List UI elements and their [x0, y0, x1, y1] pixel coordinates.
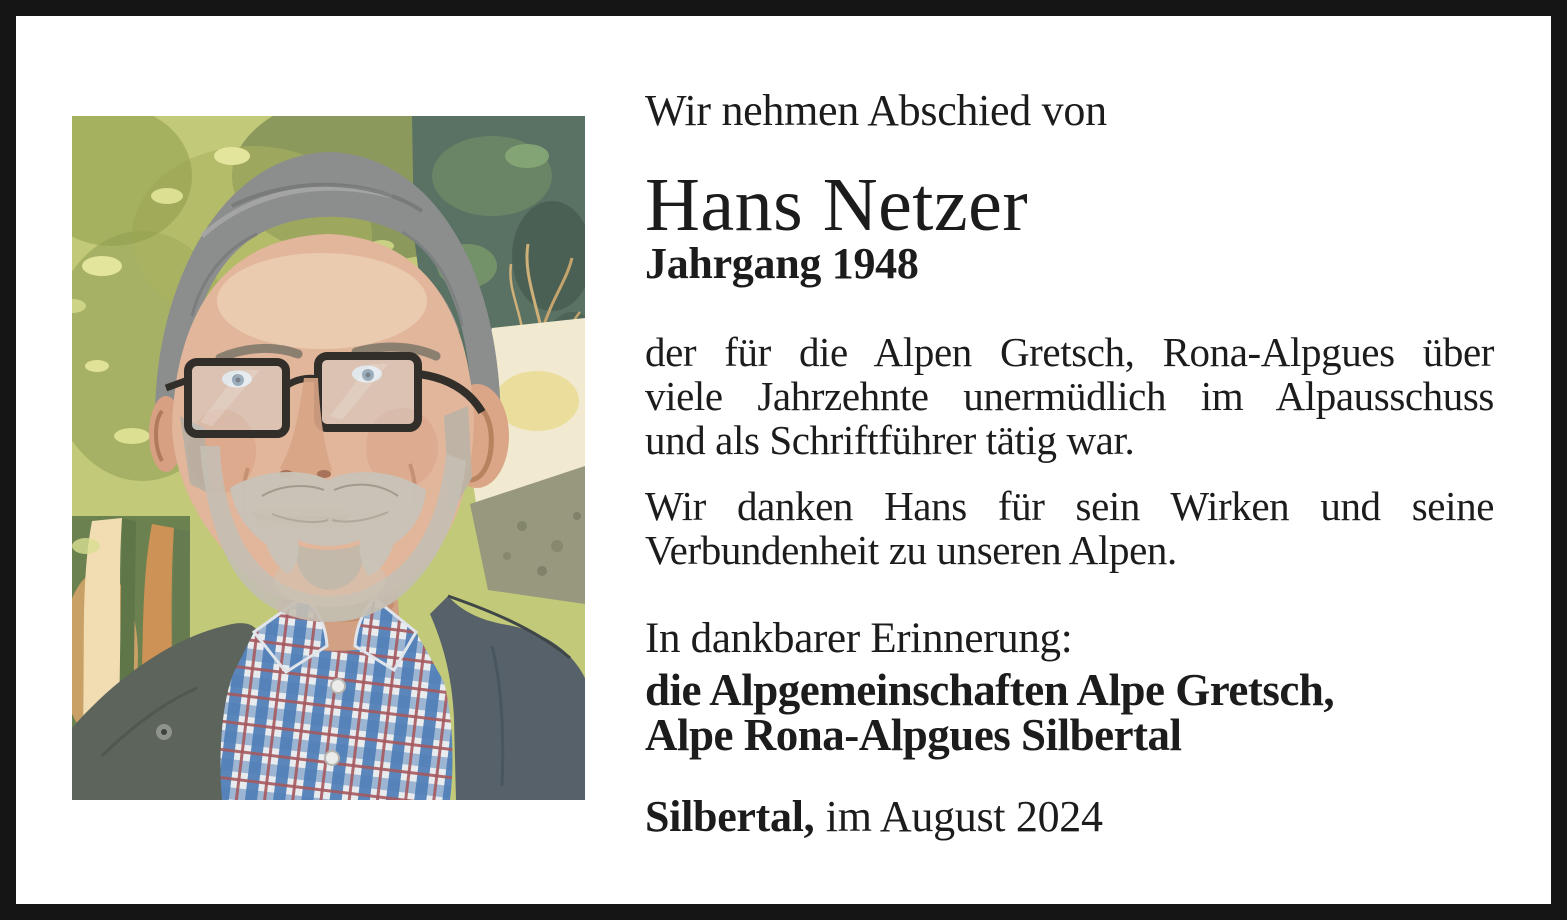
- deceased-name: Hans Netzer: [645, 163, 1029, 247]
- paragraph-line: Wir danken Hans für sein Wirken und seine: [645, 483, 1494, 529]
- place-name: Silbertal,: [645, 792, 815, 841]
- paragraph-line: Verbundenheit zu unseren Alpen.: [645, 527, 1177, 573]
- greeting-line: Wir nehmen Abschied von: [645, 86, 1107, 135]
- remembrance-label: In dankbarer Erinnerung:: [645, 615, 1073, 662]
- portrait-illustration: [72, 116, 585, 800]
- tribute-paragraph-2: [645, 484, 1494, 572]
- birth-year-line: Jahrgang 1948: [645, 239, 919, 288]
- notice-text-column: [645, 16, 1494, 904]
- portrait-photo: [72, 116, 585, 800]
- tribute-paragraph-1: [645, 330, 1494, 462]
- mourners-line: die Alpgemeinschaften Alpe Gretsch,: [645, 665, 1335, 715]
- mourners-block: [645, 665, 1494, 760]
- paragraph-line: der für die Alpen Gretsch, Rona-Alpgues über: [645, 329, 1494, 375]
- paragraph-line: und als Schriftführer tätig war.: [645, 417, 1135, 463]
- paragraph-line: viele Jahrzehnte unermüdlich im Alpausschuss: [645, 373, 1494, 419]
- date-text: im August 2024: [825, 792, 1103, 841]
- mourners-line: Alpe Rona-Alpgues Silbertal: [645, 710, 1182, 760]
- place-date-line: [645, 793, 1494, 841]
